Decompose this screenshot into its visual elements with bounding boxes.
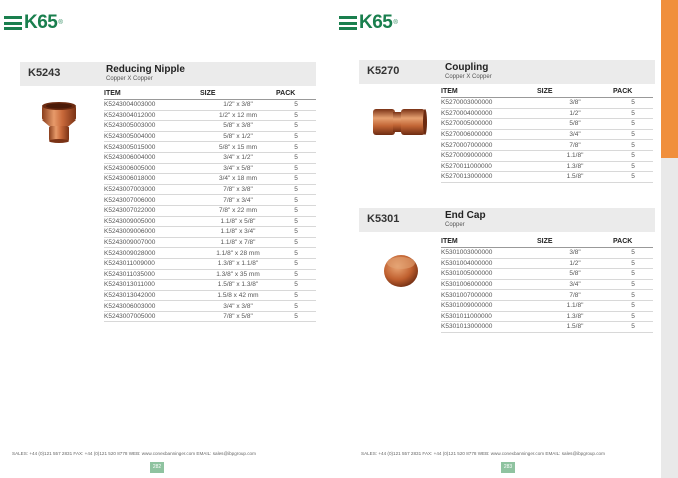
item-code: K5243011035000: [104, 269, 200, 280]
item-pack: 5: [276, 184, 316, 195]
item-size: 1/2" x 3/8": [200, 100, 276, 111]
table-row: [441, 258, 653, 269]
item-code: K5301007000000: [441, 290, 537, 301]
table-row: [104, 205, 316, 216]
item-code: K5243004003000: [104, 100, 200, 111]
item-size: 5/8": [537, 269, 613, 280]
item-code: K5243013042000: [104, 290, 200, 301]
item-size: 7/8" x 5/8": [200, 311, 276, 322]
table-row: [441, 98, 653, 109]
table-row: [104, 301, 316, 312]
item-code: K5301009000000: [441, 300, 537, 311]
product-name: Reducing Nipple: [106, 64, 185, 75]
item-pack: 5: [276, 269, 316, 280]
item-pack: 5: [613, 119, 653, 130]
end-cap-photo: [381, 250, 421, 290]
catalog-page-right: [339, 0, 661, 478]
item-code: K5243011009000: [104, 258, 200, 269]
table-row: [104, 290, 316, 301]
table-row: [104, 110, 316, 121]
product-name: End Cap: [445, 210, 486, 221]
section-thumb-tab: [661, 0, 678, 158]
section-coupling: [359, 60, 655, 84]
item-pack: 5: [276, 205, 316, 216]
item-code: K5301011000000: [441, 311, 537, 322]
item-size: 5/8": [537, 119, 613, 130]
item-code: K5243005015000: [104, 142, 200, 153]
item-size: 1.1/8" x 28 mm: [200, 248, 276, 259]
item-size: 1/2": [537, 258, 613, 269]
item-code: K5270003000000: [441, 98, 537, 109]
page-footer-contact: SALES: +44 (0)121 557 2831 FAX: +44 (0)121 520 8778 WEB: www.conexbanninger.com EMAIL: sales@ibpgroup.com: [12, 451, 256, 456]
brand-reg-mark: ®: [58, 20, 63, 26]
reducing-nipple-photo: [38, 100, 80, 144]
table-row: [441, 269, 653, 280]
item-size: 1.5/8" x 1.3/8": [200, 280, 276, 291]
item-pack: 5: [613, 172, 653, 183]
product-code: K5301: [367, 213, 400, 225]
section-reducing-nipple: [20, 62, 316, 86]
coupling-photo: [371, 104, 427, 140]
column-header-size: SIZE: [200, 88, 276, 100]
item-code: K5270004000000: [441, 108, 537, 119]
table-row: [441, 290, 653, 301]
table-row: [441, 300, 653, 311]
item-size: 7/8": [537, 290, 613, 301]
column-header-pack: PACK: [613, 236, 653, 248]
item-size: 1.5/8": [537, 322, 613, 333]
item-pack: 5: [276, 227, 316, 238]
item-size: 1.1/8" x 5/8": [200, 216, 276, 227]
item-pack: 5: [276, 152, 316, 163]
page-number: 283: [501, 462, 515, 473]
item-size: 1.5/8": [537, 172, 613, 183]
brand-logo: [339, 12, 398, 34]
end-cap-table: [441, 236, 653, 333]
table-row: [104, 100, 316, 111]
item-code: K5301013000000: [441, 322, 537, 333]
item-pack: 5: [276, 110, 316, 121]
brand-reg-mark: ®: [393, 20, 398, 26]
item-code: K5243007003000: [104, 184, 200, 195]
item-size: 1/2": [537, 108, 613, 119]
item-code: K5243006018000: [104, 174, 200, 185]
item-pack: 5: [276, 174, 316, 185]
item-size: 5/8" x 15 mm: [200, 142, 276, 153]
item-pack: 5: [613, 322, 653, 333]
item-size: 1.1/8": [537, 300, 613, 311]
product-subtitle: Copper X Copper: [445, 74, 492, 80]
item-pack: 5: [613, 279, 653, 290]
item-pack: 5: [613, 140, 653, 151]
table-row: [104, 269, 316, 280]
item-size: 7/8" x 3/8": [200, 184, 276, 195]
table-row: [104, 131, 316, 142]
table-header-row: [441, 236, 653, 248]
item-pack: 5: [276, 195, 316, 206]
coupling-table: [441, 86, 653, 183]
item-size: 3/4" x 18 mm: [200, 174, 276, 185]
item-code: K5243005003000: [104, 121, 200, 132]
item-pack: 5: [276, 248, 316, 259]
item-pack: 5: [276, 311, 316, 322]
item-code: K5270013000000: [441, 172, 537, 183]
item-size: 1.3/8" x 1.1/8": [200, 258, 276, 269]
column-header-size: SIZE: [537, 236, 613, 248]
section-header: [20, 62, 316, 86]
item-code: K5243005004000: [104, 131, 200, 142]
item-size: 1/2" x 12 mm: [200, 110, 276, 121]
item-code: K5243007006000: [104, 195, 200, 206]
table-row: [104, 174, 316, 185]
item-size: 1.1/8" x 3/4": [200, 227, 276, 238]
table-row: [441, 140, 653, 151]
product-subtitle: Copper X Copper: [106, 76, 153, 82]
item-pack: 5: [613, 161, 653, 172]
item-pack: 5: [276, 163, 316, 174]
item-code: K5270007000000: [441, 140, 537, 151]
item-size: 7/8" x 22 mm: [200, 205, 276, 216]
table-row: [441, 279, 653, 290]
table-row: [104, 121, 316, 132]
table-row: [441, 322, 653, 333]
item-size: 1.1/8": [537, 150, 613, 161]
item-code: K5270005000000: [441, 119, 537, 130]
logo-stripes-icon: [4, 16, 22, 30]
table-row: [441, 119, 653, 130]
item-size: 7/8": [537, 140, 613, 151]
table-row: [104, 227, 316, 238]
item-pack: 5: [276, 280, 316, 291]
brand-name: K65: [24, 12, 58, 33]
item-pack: 5: [276, 100, 316, 111]
column-header-item: ITEM: [104, 88, 200, 100]
table-row: [441, 311, 653, 322]
item-pack: 5: [276, 290, 316, 301]
item-pack: 5: [276, 258, 316, 269]
table-row: [104, 248, 316, 259]
table-row: [104, 311, 316, 322]
table-row: [104, 152, 316, 163]
table-row: [104, 216, 316, 227]
item-pack: 5: [276, 301, 316, 312]
table-row: [104, 142, 316, 153]
item-pack: 5: [276, 142, 316, 153]
item-pack: 5: [613, 248, 653, 259]
item-size: 1.3/8" x 35 mm: [200, 269, 276, 280]
column-header-pack: PACK: [276, 88, 316, 100]
product-subtitle: Copper: [445, 222, 465, 228]
item-pack: 5: [276, 216, 316, 227]
item-pack: 5: [276, 121, 316, 132]
item-size: 3/8": [537, 98, 613, 109]
item-code: K5243007005000: [104, 311, 200, 322]
column-header-size: SIZE: [537, 86, 613, 98]
table-row: [104, 280, 316, 291]
item-pack: 5: [613, 129, 653, 140]
reducing-nipple-table: [104, 88, 316, 322]
item-code: K5301005000000: [441, 269, 537, 280]
item-size: 7/8" x 3/4": [200, 195, 276, 206]
item-code: K5270006000000: [441, 129, 537, 140]
item-pack: 5: [613, 108, 653, 119]
item-size: 3/4" x 1/2": [200, 152, 276, 163]
product-code: K5270: [367, 65, 400, 77]
item-size: 3/4": [537, 129, 613, 140]
table-row: [104, 195, 316, 206]
page-footer-contact: SALES: +44 (0)121 557 2831 FAX: +44 (0)121 520 8778 WEB: www.conexbanninger.com EMAIL: sales@ibpgroup.com: [361, 451, 605, 456]
column-header-item: ITEM: [441, 86, 537, 98]
item-code: K5243007022000: [104, 205, 200, 216]
item-pack: 5: [613, 269, 653, 280]
table-row: [441, 172, 653, 183]
item-pack: 5: [276, 237, 316, 248]
item-code: K5243006005000: [104, 163, 200, 174]
table-row: [441, 108, 653, 119]
item-code: K5243006004000: [104, 152, 200, 163]
item-code: K5243004012000: [104, 110, 200, 121]
item-pack: 5: [613, 98, 653, 109]
item-size: 5/8" x 3/8": [200, 121, 276, 132]
item-code: K5243013011000: [104, 280, 200, 291]
logo-stripes-icon: [339, 16, 357, 30]
table-row: [441, 150, 653, 161]
item-pack: 5: [613, 311, 653, 322]
table-header-row: [104, 88, 316, 100]
item-size: 1.3/8": [537, 311, 613, 322]
table-row: [441, 161, 653, 172]
page-number: 282: [150, 462, 164, 473]
table-row: [104, 237, 316, 248]
table-row: [441, 129, 653, 140]
table-row: [104, 163, 316, 174]
product-name: Coupling: [445, 62, 489, 73]
table-row: [104, 258, 316, 269]
section-header: [359, 60, 655, 84]
section-header: [359, 208, 655, 232]
item-code: K5270009000000: [441, 150, 537, 161]
item-code: K5243009006000: [104, 227, 200, 238]
item-pack: 5: [613, 300, 653, 311]
item-size: 3/4": [537, 279, 613, 290]
item-code: K5301003000000: [441, 248, 537, 259]
item-code: K5243009007000: [104, 237, 200, 248]
column-header-pack: PACK: [613, 86, 653, 98]
product-code: K5243: [28, 67, 61, 79]
item-code: K5301004000000: [441, 258, 537, 269]
item-pack: 5: [613, 258, 653, 269]
item-size: 3/4" x 5/8": [200, 163, 276, 174]
column-header-item: ITEM: [441, 236, 537, 248]
item-pack: 5: [613, 290, 653, 301]
item-size: 3/4" x 3/8": [200, 301, 276, 312]
table-row: [104, 184, 316, 195]
item-size: 1.1/8" x 7/8": [200, 237, 276, 248]
brand-logo: [4, 12, 63, 34]
item-code: K5243009028000: [104, 248, 200, 259]
brand-name: K65: [359, 12, 393, 33]
item-size: 1.5/8 x 42 mm: [200, 290, 276, 301]
item-code: K5301006000000: [441, 279, 537, 290]
item-code: K5243006003000: [104, 301, 200, 312]
table-header-row: [441, 86, 653, 98]
item-pack: 5: [613, 150, 653, 161]
section-end-cap: [359, 208, 655, 232]
table-row: [441, 248, 653, 259]
item-code: K5243009005000: [104, 216, 200, 227]
item-size: 3/8": [537, 248, 613, 259]
item-size: 5/8" x 1/2": [200, 131, 276, 142]
item-pack: 5: [276, 131, 316, 142]
item-code: K5270011000000: [441, 161, 537, 172]
item-size: 1.3/8": [537, 161, 613, 172]
